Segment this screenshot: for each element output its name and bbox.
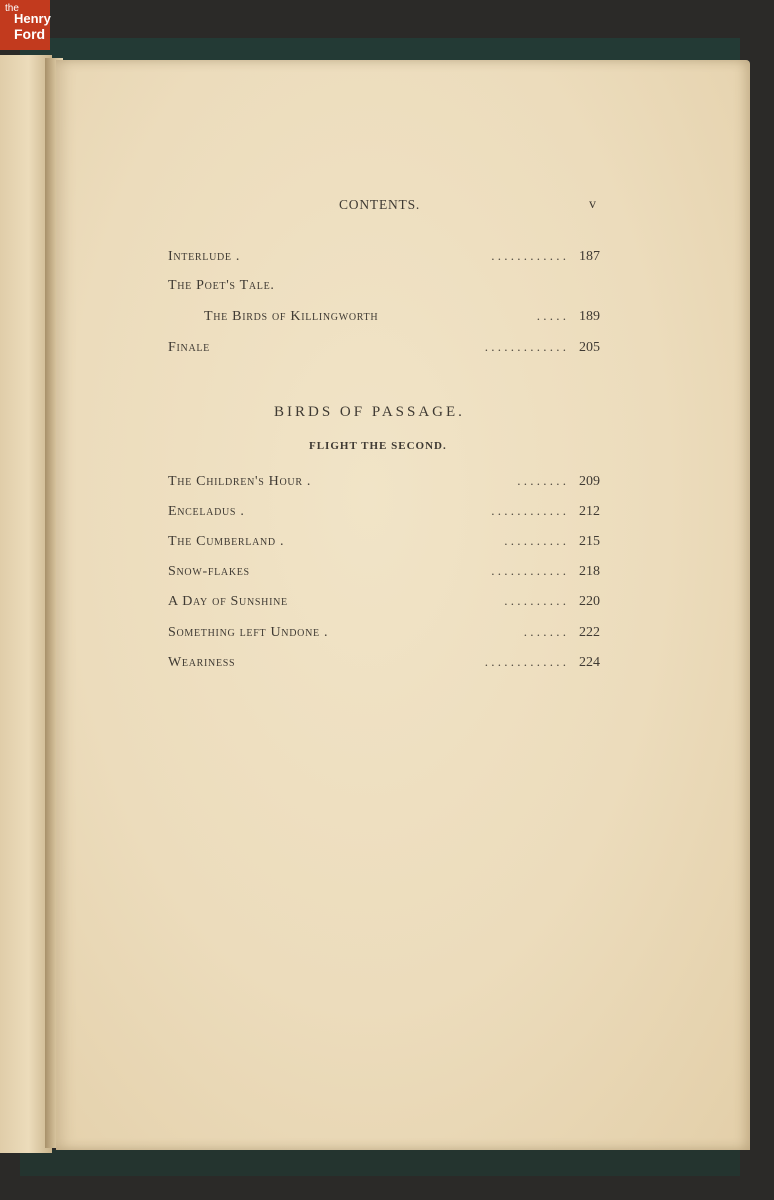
toc-entry-page: 205 — [579, 340, 600, 355]
toc-entry-page: 212 — [579, 504, 600, 519]
toc-leader-dots: . . . . . . . . — [517, 473, 566, 488]
toc-leader-dots: . . . . . — [536, 308, 566, 323]
toc-entry-title: Interlude . — [168, 249, 241, 264]
toc-entry-title: Snow-flakes — [168, 564, 250, 579]
toc-leader-dots: . . . . . . . . . . . . . — [484, 654, 566, 669]
page-number: v — [589, 197, 596, 212]
toc-entry-page: 220 — [579, 594, 600, 609]
henry-ford-logo — [0, 0, 50, 50]
toc-entry — [168, 503, 600, 523]
toc-leader-dots: . . . . . . . . . . . . — [491, 248, 566, 263]
book-cover-edge-top — [20, 38, 740, 60]
logo-ford-text: Ford — [14, 26, 46, 42]
toc-entry-title: Weariness — [168, 655, 236, 670]
toc-entry — [168, 533, 600, 553]
toc-entry-title: The Children's Hour . — [168, 474, 312, 489]
toc-entry-page: 215 — [579, 534, 600, 549]
toc-leader-dots: . . . . . . . — [523, 624, 566, 639]
toc-entry-page: 224 — [579, 655, 600, 670]
page-title: CONTENTS. — [339, 197, 421, 212]
toc-entry — [168, 593, 600, 613]
toc-entry — [204, 308, 600, 328]
toc-leader-dots: . . . . . . . . . . — [504, 533, 566, 548]
toc-entry — [168, 248, 600, 268]
book-cover-edge-bottom — [20, 1150, 740, 1176]
toc-entry-page: 218 — [579, 564, 600, 579]
toc-entry — [168, 339, 600, 359]
section-subtitle: FLIGHT THE SECOND. — [309, 440, 447, 452]
toc-entry-page: 187 — [579, 249, 600, 264]
toc-entry — [168, 624, 600, 644]
logo-the-text: the — [5, 3, 19, 14]
toc-entry — [168, 654, 600, 674]
toc-entry — [168, 278, 600, 298]
toc-entry — [168, 563, 600, 583]
toc-leader-dots: . . . . . . . . . . — [504, 593, 566, 608]
toc-entry-page: 189 — [579, 309, 600, 324]
toc-entry-title: Something left Undone . — [168, 625, 329, 640]
toc-entry-title: A Day of Sunshine — [168, 594, 288, 609]
toc-leader-dots: . . . . . . . . . . . . — [491, 563, 566, 578]
toc-entry-title: Enceladus . — [168, 504, 245, 519]
toc-entry-title: Finale — [168, 340, 210, 355]
toc-entry-title: The Cumberland . — [168, 534, 285, 549]
toc-leader-dots: . . . . . . . . . . . . — [491, 503, 566, 518]
toc-entry-title: The Birds of Killingworth — [204, 309, 379, 324]
section-title: BIRDS OF PASSAGE. — [274, 404, 465, 420]
logo-henry-text: Henry — [14, 11, 51, 26]
toc-entry-title: The Poet's Tale. — [168, 278, 275, 293]
toc-entry-page: 222 — [579, 625, 600, 640]
toc-entry — [168, 473, 600, 493]
toc-entry-page: 209 — [579, 474, 600, 489]
toc-leader-dots: . . . . . . . . . . . . . — [484, 339, 566, 354]
